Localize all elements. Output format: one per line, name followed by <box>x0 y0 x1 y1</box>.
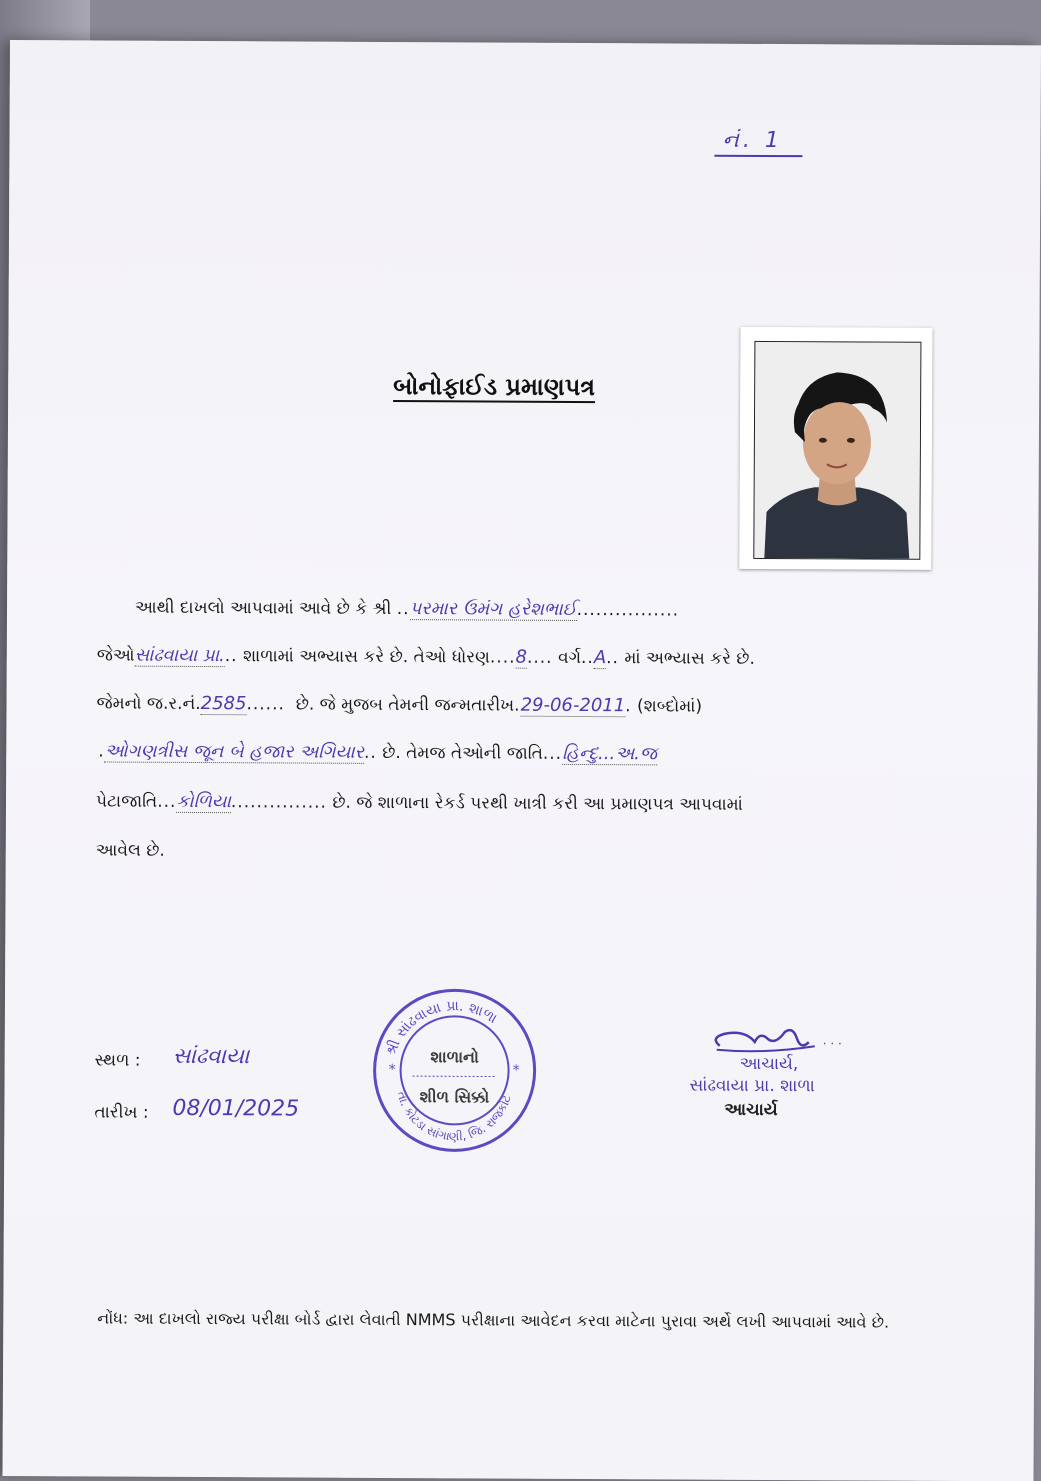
stamp-bottom-text: તા. કોટડા સાંગાણી, જિ. રાજકોટ <box>394 1090 514 1144</box>
student-photo <box>739 327 932 570</box>
certificate-paper <box>2 40 1041 1481</box>
line3-mid: છે. જે મુજબ તેમની જન્મતારીખ <box>296 695 515 716</box>
svg-text:. . .: . . . <box>823 1033 842 1047</box>
text-line-5: પેટાજાતિ...કોળિયા............... છે. જે શાળાના રેકર્ડ પરથી ખાત્રી કરી આ પ્રમાણપત્ર આપવામાં <box>96 790 743 814</box>
line1-prefix: આથી દાખલો આપવામાં આવે છે કે શ્રી <box>135 598 391 619</box>
place-label: સ્થળ : <box>95 1050 141 1070</box>
student-name: પરમાર ઉમંગ હરેશભાઈ <box>410 598 577 621</box>
line5-prefix: પેટાજાતિ <box>96 791 157 811</box>
line2-mid1: શાળામાં અભ્યાસ કરે છે. તેઓ ધોરણ <box>243 646 490 667</box>
footnote: નોંધ: આ દાખલો રાજ્ય પરીક્ષા બોર્ડ દ્વારા લેવાતી NMMS પરીક્ષાના આવેદન કરવા માટેના પુરાવા અર્થે લખી આપવામાં આવે છે. <box>97 1302 917 1337</box>
caste: હિન્દુ...અ.જ <box>562 743 657 765</box>
division: A <box>594 647 606 669</box>
sub-caste: કોળિયા <box>176 791 231 813</box>
text-line-6: આવેલ છે. <box>96 840 165 860</box>
signature-title: આચાર્ય, <box>740 1054 799 1074</box>
line5-suffix: છે. જે શાળાના રેકર્ડ પરથી ખાત્રી કરી આ પ્રમાણપત્ર આપવામાં <box>332 793 743 815</box>
line2-mid2: વર્ગ <box>558 648 581 668</box>
date-of-birth: 29-06-2011 <box>521 695 626 718</box>
line3-suffix: (શબ્દોમાં) <box>637 696 702 716</box>
school-stamp <box>364 982 545 1153</box>
stamp-seal-icon <box>364 982 545 1153</box>
place-value: સાંઢવાયા <box>173 1044 250 1069</box>
date-label: તારીખ : <box>94 1102 148 1122</box>
standard: 8 <box>515 647 527 669</box>
school-name: સાંઢવાયા પ્રા. <box>134 645 224 667</box>
dob-in-words: ઓગણત્રીસ જૂન બે હજાર અગિયાર <box>105 741 364 764</box>
line3-prefix: જેમનો જ.ર.નં. <box>96 693 200 714</box>
line2-suffix: માં અભ્યાસ કરે છે. <box>624 648 755 669</box>
text-line-1: આથી દાખલો આપવામાં આવે છે કે શ્રી ..પરમાર ઉમંગ હરેશભાઈ................ <box>135 597 679 621</box>
gr-number: 2585 <box>201 693 247 715</box>
principal-signature-block <box>684 1024 905 1135</box>
stamp-line-1: શાળાનો <box>430 1046 479 1066</box>
line4-mid: છે. તેમજ તેઓની જાતિ <box>382 743 543 764</box>
date-value: 08/01/2025 <box>172 1096 299 1122</box>
stamp-outer-text: શ્રી સાંઢવાયા પ્રા. શાળા <box>383 998 500 1059</box>
text-line-2: જેઓસાંઢવાયા પ્રા... શાળામાં અભ્યાસ કરે છે. તેઓ ધોરણ....8.... વર્ગ..A.. માં અભ્યાસ કરે છે. <box>97 644 755 668</box>
text-line-4: .ઓગણત્રીસ જૂન બે હજાર અગિયાર.. છે. તેમજ તેઓની જાતિ...હિન્દુ...અ.જ <box>98 740 657 764</box>
certificate-title: બોનોફાઈડ પ્રમાણપત્ર <box>393 372 595 401</box>
stamp-line-2: શીળ સિક્કો <box>420 1086 490 1106</box>
signature-role: આચાર્ય <box>724 1100 777 1120</box>
serial-number: નં. 1 <box>714 128 803 157</box>
text-line-3: જેમનો જ.ર.નં.2585...... છે. જે મુજબ તેમની જન્મતારીખ.29-06-2011. (શબ્દોમાં) <box>96 692 702 716</box>
line2-prefix: જેઓ <box>97 645 135 665</box>
signature-school: સાંઢવાયા પ્રા. શાળા <box>689 1076 814 1097</box>
svg-text:*: * <box>389 1062 396 1078</box>
svg-text:*: * <box>513 1063 520 1079</box>
student-portrait-icon <box>754 342 920 559</box>
